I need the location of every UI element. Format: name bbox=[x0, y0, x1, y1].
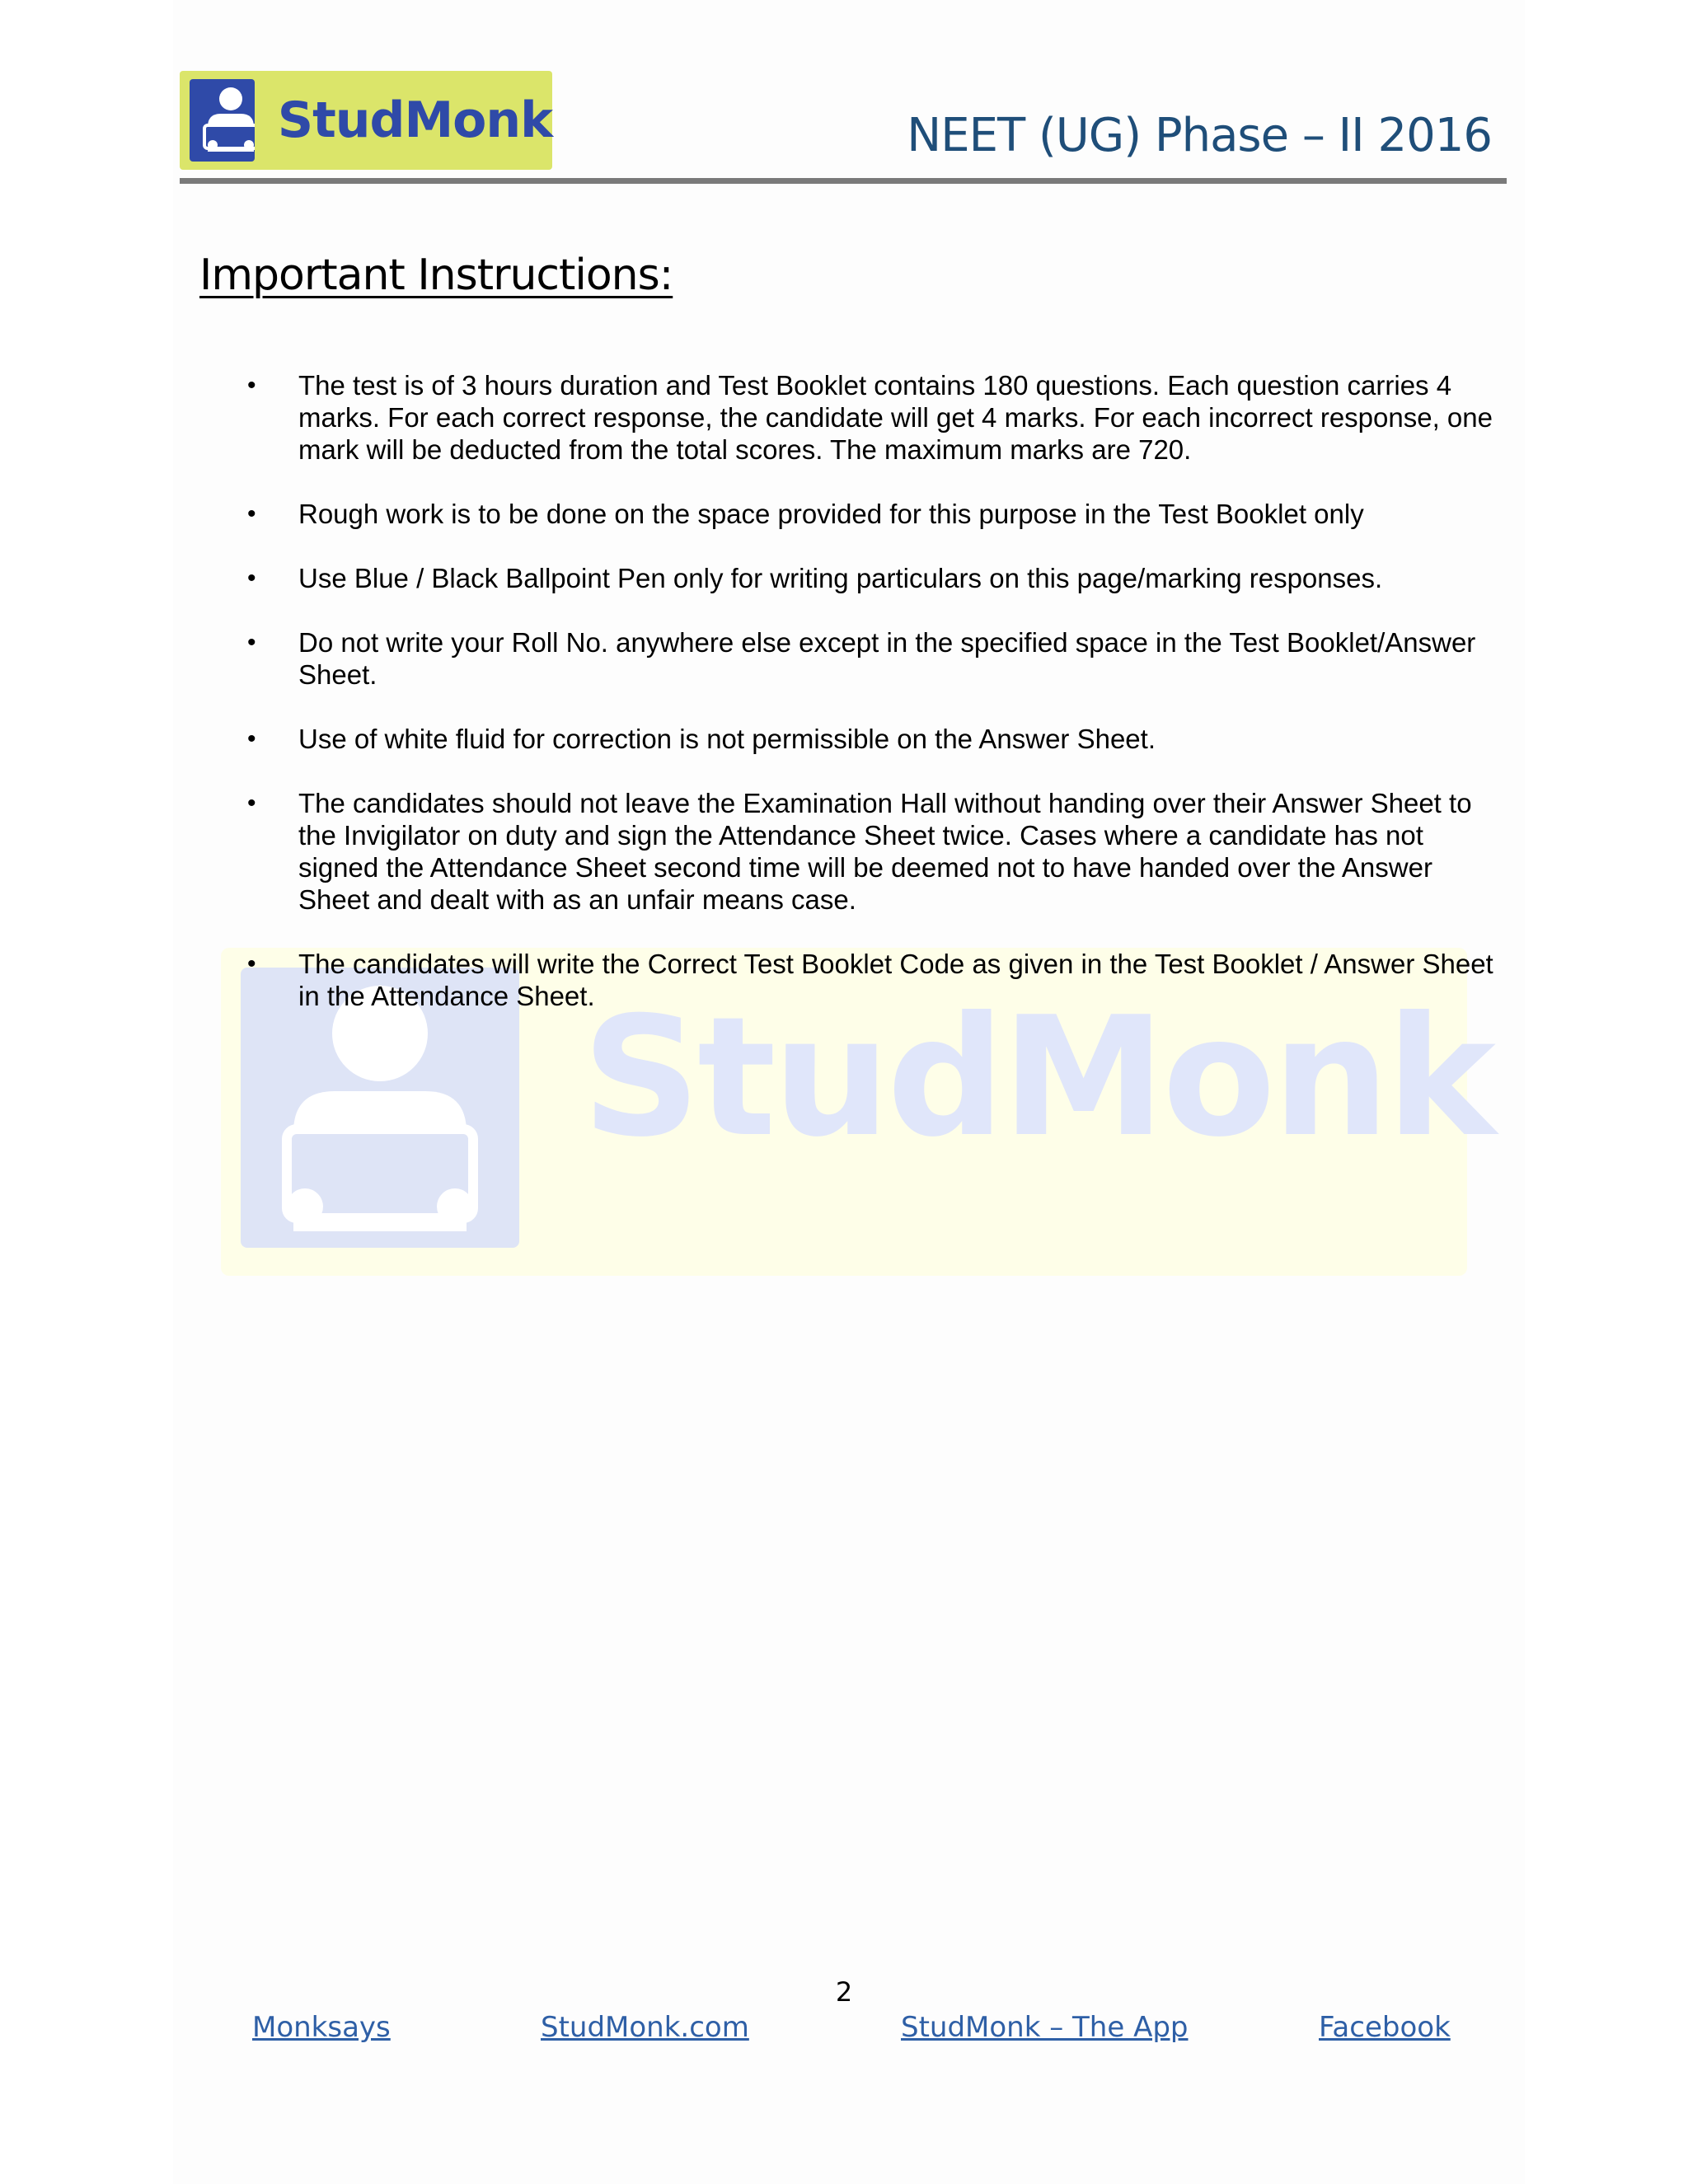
instruction-text: The test is of 3 hours duration and Test Booklet contains 180 questions. Each question carries 4 marks. For each correct response, the candidate will get 4 marks. For each incorrect response, one mark will be deducted from the total scores. The maximum marks are 720. bbox=[298, 370, 1493, 465]
footer-link-studmonk-com[interactable]: StudMonk.com bbox=[541, 2011, 749, 2044]
instructions-list bbox=[247, 369, 1500, 1044]
bullet-icon: • bbox=[247, 725, 256, 752]
section-title: Important Instructions: bbox=[199, 251, 673, 300]
list-item bbox=[247, 723, 1500, 755]
instruction-text: The candidates will write the Correct Test Booklet Code as given in the Test Booklet / Answer Sheet in the Attendance Sheet. bbox=[298, 949, 1493, 1011]
list-item bbox=[247, 498, 1500, 530]
instruction-text: The candidates should not leave the Examination Hall without handing over their Answer Sheet to the Invigilator on duty and sign the Attendance Sheet twice. Cases where a candidate has not signed the Attendance Sheet second time will be deemed not to have handed over the Answer Sheet and dealt with as an unfair means case. bbox=[298, 788, 1472, 915]
monk-reading-icon bbox=[190, 79, 255, 162]
list-item bbox=[247, 626, 1500, 691]
bullet-icon: • bbox=[247, 790, 256, 817]
watermark-text: StudMonk bbox=[582, 982, 1493, 1174]
document-title: NEET (UG) Phase – II 2016 bbox=[907, 109, 1492, 162]
list-item bbox=[247, 787, 1500, 916]
footer-link-studmonk-app[interactable]: StudMonk – The App bbox=[901, 2011, 1189, 2044]
bullet-icon: • bbox=[247, 565, 256, 592]
bullet-icon: • bbox=[247, 950, 256, 977]
instruction-text: Use of white fluid for correction is not permissible on the Answer Sheet. bbox=[298, 724, 1156, 754]
footer-link-monksays[interactable]: Monksays bbox=[252, 2011, 391, 2044]
logo-text: StudMonk bbox=[277, 91, 552, 149]
header-divider bbox=[180, 178, 1507, 184]
bullet-icon: • bbox=[247, 629, 256, 656]
instruction-text: Use Blue / Black Ballpoint Pen only for writing particulars on this page/marking responses. bbox=[298, 563, 1383, 593]
instruction-text: Rough work is to be done on the space provided for this purpose in the Test Booklet only bbox=[298, 499, 1364, 529]
list-item bbox=[247, 948, 1500, 1012]
bullet-icon: • bbox=[247, 372, 256, 399]
studmonk-logo bbox=[180, 71, 552, 170]
list-item bbox=[247, 369, 1500, 466]
footer-link-facebook[interactable]: Facebook bbox=[1319, 2011, 1451, 2044]
list-item bbox=[247, 562, 1500, 594]
bullet-icon: • bbox=[247, 500, 256, 527]
page-number: 2 bbox=[835, 1976, 853, 2008]
instruction-text: Do not write your Roll No. anywhere else except in the specified space in the Test Booklet/Answer Sheet. bbox=[298, 627, 1476, 690]
